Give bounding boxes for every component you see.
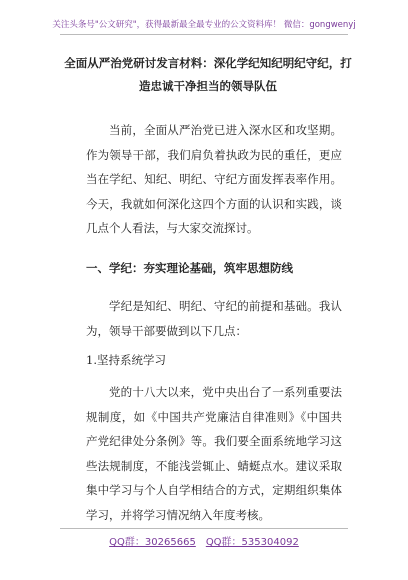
- header-banner: 关注头条号"公文研究"，获得最新最全最专业的公文资料库！ 微信：gongwenyj: [52, 20, 356, 30]
- subsection-heading: 1.坚持系统学习: [86, 353, 166, 367]
- footer: [0, 533, 408, 548]
- section-heading: 一、学纪：夯实理论基础，筑牢思想防线: [86, 261, 293, 275]
- subsection-paragraph: 党的十八大以来，党中央出台了一系列重要法规制度，如《中国共产党廉洁自律准则》《中国共产党纪律处分条例》等。我们要全面系统地学习这些法规制度，不能浅尝辄止、蜻蜓点水。建议采取集中学习与个人自学相结合的方式，定期组织集体学习，并将学习情况纳入年度考核。: [86, 385, 342, 522]
- footer-divider: [60, 528, 348, 529]
- document-title: 全面从严治党研讨发言材料：深化学纪知纪明纪守纪，打造忠诚干净担当的领导队伍: [64, 56, 352, 93]
- footer-qq-group-2: QQ群：535304092: [205, 537, 299, 548]
- section-paragraph: 学纪是知纪、明纪、守纪的前提和基础。我认为，领导干部要做到以下几点：: [86, 299, 342, 338]
- intro-paragraph: 当前，全面从严治党已进入深水区和攻坚期。作为领导干部，我们肩负着执政为民的重任，更应当在学纪、知纪、明纪、守纪方面发挥表率作用。今天，我就如何深化这四个方面的认识和实践，谈几点个人看法，与大家交流探讨。: [86, 123, 342, 235]
- footer-qq-group-1: QQ群：30265665: [109, 537, 196, 548]
- header-divider: [60, 34, 348, 35]
